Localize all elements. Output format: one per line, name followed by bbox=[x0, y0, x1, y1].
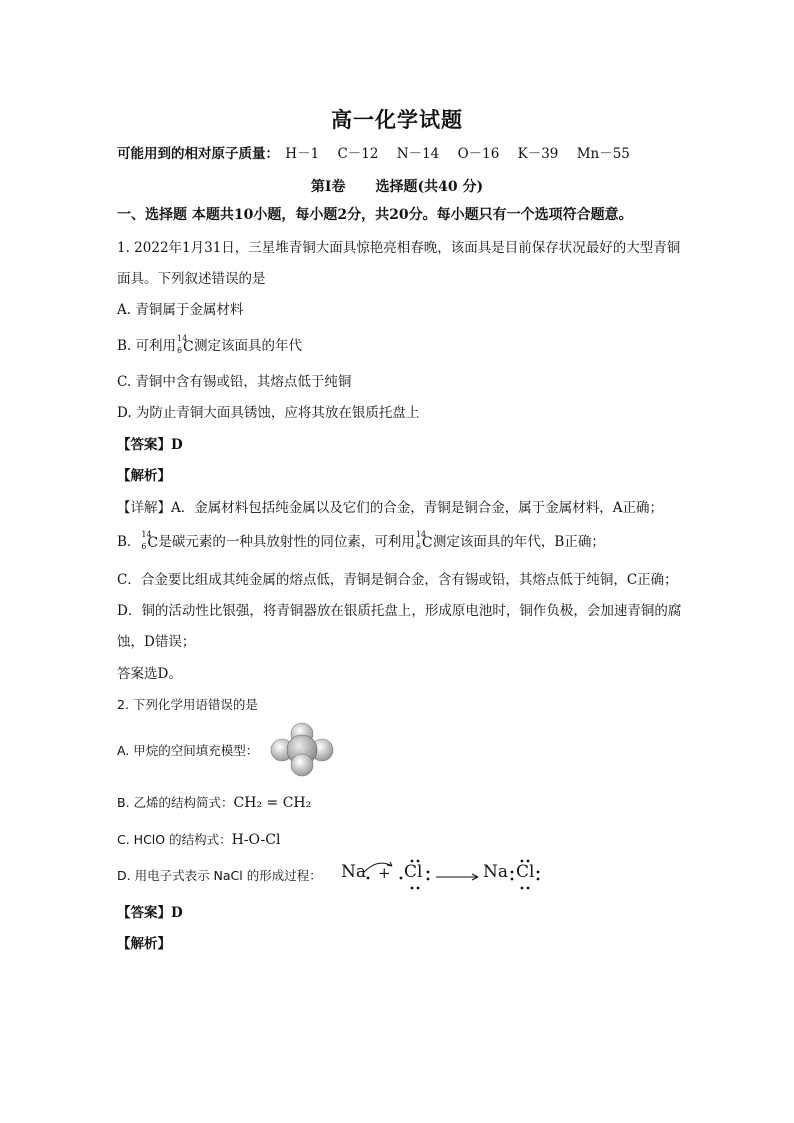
q2-option-d: D. 用电子式表示 NaCl 的形成过程： bbox=[117, 868, 322, 883]
q1-stem-line1: 1. 2022年1月31日，三星堆青铜大面具惊艳亮相春晚，该面具是目前保存状况最好的大型青铜 bbox=[117, 240, 681, 256]
q1-detail-d-line2: 蚀，D错误； bbox=[117, 634, 196, 650]
hclo-formula: H-O-Cl bbox=[231, 832, 281, 848]
q1-answer: 【答案】D bbox=[117, 437, 183, 453]
ethylene-formula: CH₂ = CH₂ bbox=[233, 795, 312, 811]
q2-stem: 2. 下列化学用语错误的是 bbox=[117, 697, 258, 712]
electron-dot-diagram bbox=[330, 852, 550, 892]
q2-option-c: C. HClO 的结构式：H-O-Cl bbox=[117, 832, 281, 848]
cl-symbol: Cl bbox=[404, 862, 423, 882]
na-product-symbol: Na bbox=[483, 862, 509, 882]
q1-detail-b: B． 14 6 C 是碳元素的一种具放射性的同位素，可利用 14 6 C 测定该面具的年代，B正确； bbox=[117, 529, 605, 551]
section-heading: 第Ⅰ卷 选择题(共40 分) bbox=[310, 179, 484, 195]
mass-item: O－16 bbox=[457, 146, 500, 162]
q1-detail-d-line1: D．铜的活动性比银强，将青铜器放在银质托盘上，形成原电池时，铜作负极，会加速青铜的腐 bbox=[117, 603, 682, 619]
plus-sign: + bbox=[378, 864, 391, 882]
q1-option-a: A. 青铜属于金属材料 bbox=[117, 302, 244, 318]
q1-conclusion: 答案选D。 bbox=[117, 666, 182, 682]
q1-detail-a: 【详解】A．金属材料包括纯金属以及它们的合金，青铜是铜合金，属于金属材料，A正确； bbox=[117, 500, 663, 516]
q1-option-b: B. 可利用 14 6 C 测定该面具的年代 bbox=[117, 333, 303, 355]
mass-item: Mn－55 bbox=[576, 146, 630, 162]
q1-analysis-label: 【解析】 bbox=[117, 468, 171, 484]
q2-answer: 【答案】D bbox=[117, 905, 183, 921]
q1-stem-line2: 面具。下列叙述错误的是 bbox=[117, 271, 266, 287]
na-symbol: Na bbox=[341, 862, 367, 882]
atomic-masses bbox=[117, 145, 644, 163]
q1-detail-c: C．合金要比组成其纯金属的熔点低，青铜是铜合金，含有锡或铅，其熔点低于纯铜，C正确； bbox=[117, 572, 678, 588]
part-heading: 一、选择题 本题共10小题，每小题2分，共20分。每小题只有一个选项符合题意。 bbox=[117, 207, 633, 223]
carbon-14-nuclide: 14 6 C bbox=[415, 529, 433, 551]
masses-label: 可能用到的相对原子质量： bbox=[117, 146, 279, 162]
page-title: 高一化学试题 bbox=[331, 107, 463, 132]
mass-item: C－12 bbox=[337, 146, 379, 162]
q2-analysis-label: 【解析】 bbox=[117, 936, 171, 952]
mass-item: K－39 bbox=[517, 146, 559, 162]
mass-item: N－14 bbox=[396, 146, 440, 162]
q2-option-b: B. 乙烯的结构简式：CH₂ = CH₂ bbox=[117, 795, 312, 811]
carbon-14-nuclide: 14 6 C bbox=[177, 333, 194, 355]
cl-product-symbol: Cl bbox=[516, 862, 535, 882]
q2-option-a: A. 甲烷的空间填充模型： bbox=[117, 743, 259, 758]
mass-item: H－1 bbox=[285, 146, 320, 162]
q1-option-d: D. 为防止青铜大面具锈蚀，应将其放在银质托盘上 bbox=[117, 405, 420, 421]
carbon-14-nuclide: 14 6 C bbox=[141, 529, 159, 551]
q1-option-c: C. 青铜中含有锡或铅，其熔点低于纯铜 bbox=[117, 374, 352, 390]
methane-space-filling-model bbox=[270, 722, 334, 778]
